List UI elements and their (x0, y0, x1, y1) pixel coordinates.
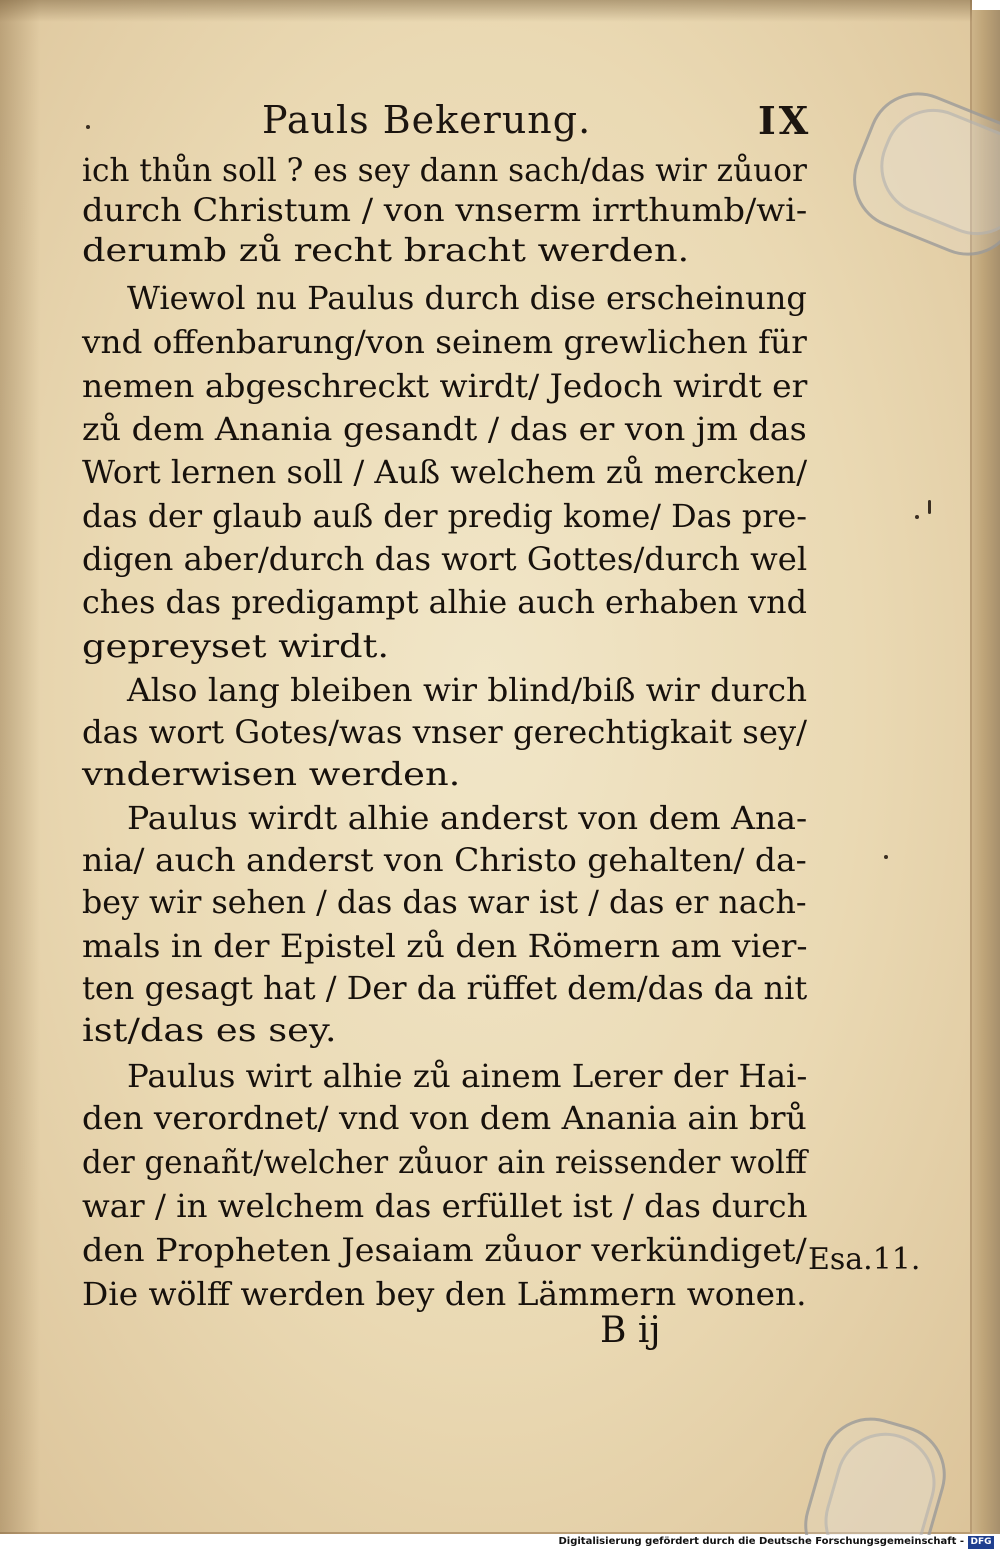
folio-number: IX (758, 98, 812, 143)
text-line: Paulus wirdt alhie anderst von dem Ana‑ (127, 799, 808, 837)
text-line: vnd offenbarung/von seinem grewlichen für (82, 323, 807, 361)
text-line: Wiewol nu Paulus durch dise erscheinung (127, 279, 807, 317)
text-line: ist/das es sey. (82, 1011, 337, 1049)
text-line: derumb zů recht bracht werden. (82, 231, 690, 269)
ink-speck (86, 125, 90, 129)
text-line: nemen abgeschreckt wirdt/ Jedoch wirdt er (82, 367, 808, 405)
text-line: zů dem Anania gesandt / das er von jm das (82, 410, 807, 448)
text-line: Also lang bleiben wir blind/biß wir durch (127, 671, 808, 709)
ink-speck (884, 855, 888, 859)
text-line: ten gesagt hat / Der da rüffet dem/das da nit (82, 969, 808, 1007)
text-line: Wort lernen soll / Auß welchem zů mercken/ (82, 453, 808, 491)
text-line: bey wir sehen / das das war ist / das er nach‑ (82, 883, 807, 921)
gutter-shadow (0, 0, 40, 1534)
text-line: mals in der Epistel zů den Römern am vier‑ (82, 927, 808, 965)
text-line: digen aber/durch das wort Gottes/durch wel (82, 540, 808, 578)
top-edge-shadow (0, 0, 972, 22)
footer-credit: Digitalisierung gefördert durch die Deutsche Forschungsgemeinschaft - (558, 1536, 964, 1547)
signature-mark: B ij (600, 1310, 661, 1351)
text-line: den Propheten Jesaiam zůuor verkündiget/ (82, 1231, 807, 1269)
running-head: Pauls Bekerung. (262, 98, 592, 142)
dfg-logo-icon: DFG (968, 1536, 994, 1549)
text-line: ches das predigampt alhie auch erhaben vnd (82, 583, 807, 621)
ink-speck (928, 500, 931, 514)
text-line: das wort Gotes/was vnser gerechtigkait sey/ (82, 713, 808, 751)
marginal-citation: Esa.11. (808, 1242, 921, 1277)
ink-speck (915, 515, 919, 519)
text-line: ich thůn soll ? es sey dann sach/das wir zůuor (82, 151, 807, 189)
text-line: vnderwisen werden. (82, 755, 461, 793)
text-line: Die wölff werden bey den Lämmern wonen. (82, 1275, 807, 1313)
digitization-footer (0, 1535, 1000, 1551)
text-line: den verordnet/ vnd von dem Anania ain brů (82, 1099, 807, 1137)
text-line: der genañt/welcher zůuor ain reissender wolff (82, 1143, 807, 1181)
text-line: war / in welchem das erfüllet ist / das durch (82, 1187, 808, 1225)
text-line: Paulus wirt alhie zů ainem Lerer der Hai‑ (127, 1057, 808, 1095)
text-line: nia/ auch anderst von Christo gehalten/ da‑ (82, 841, 807, 879)
text-line: gepreyset wirdt. (82, 627, 390, 665)
text-line: durch Christum / von vnserm irrthumb/wi‑ (82, 191, 808, 229)
text-line: das der glaub auß der predig kome/ Das pre‑ (82, 497, 807, 535)
